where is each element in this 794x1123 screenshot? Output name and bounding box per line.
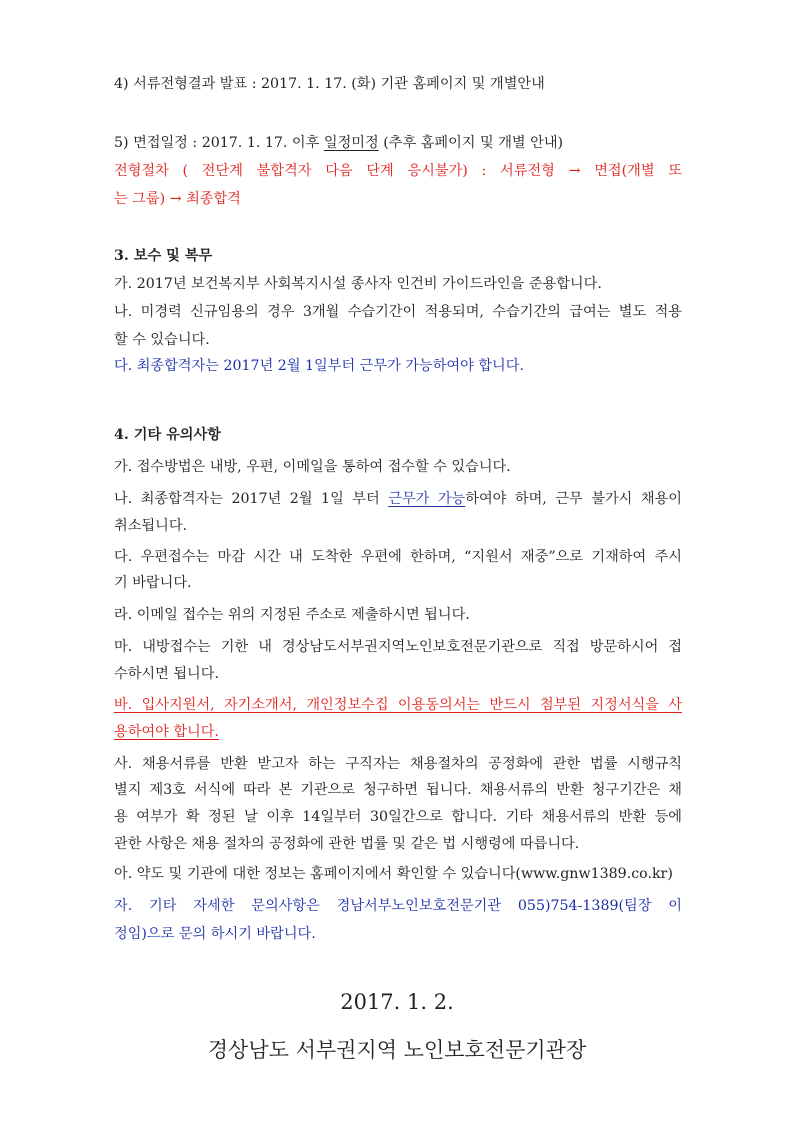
section-4-ja-line-1: 자. 기타 자세한 문의사항은 경남서부노인보호전문기관 055)754-1389(팀장 이 — [114, 898, 682, 914]
section-4-na-line-2: 취소됩니다. — [114, 518, 188, 534]
section-3-ga: 가. 2017년 보건복지부 사회복지시설 종사자 인건비 가이드라인을 준용합니다. — [114, 276, 602, 292]
section-4-na-prefix: 나. 최종합격자는 2017년 2월 1일 부터 — [114, 491, 389, 507]
process-line-1: 전형절차 ( 전단계 불합격자 다음 단계 응시불가) : 서류전형 → 면접(개별 또 — [114, 163, 682, 179]
section-4-sa-line-1: 사. 채용서류를 반환 받고자 하는 구직자는 채용절차의 공정화에 관한 법률 시행규칙 — [114, 756, 682, 772]
section-3-heading: 3. 보수 및 복무 — [114, 248, 213, 264]
document-date: 2017. 1. 2. — [340, 990, 454, 1014]
section-4-ba-line-1: 바. 입사지원서, 자기소개서, 개인정보수집 이용동의서는 반드시 첨부된 지정서식을 사 — [114, 697, 682, 713]
section-4-na-line-1 — [114, 485, 682, 513]
section-4-ra: 라. 이메일 접수는 위의 지정된 주소로 제출하시면 됩니다. — [114, 607, 470, 623]
work-availability-link[interactable]: 근무가 가능 — [388, 491, 466, 507]
section-4-sa-line-4: 관한 사항은 채용 절차의 공정화에 관한 법률 및 같은 법 시행령에 따릅니다. — [114, 836, 580, 852]
section-4-na-suffix: 하여야 하며, 근무 불가시 채용이 — [465, 491, 682, 507]
issuer-signature: 경상남도 서부권지역 노인보호전문기관장 — [207, 1038, 587, 1062]
section-3-na-line-2: 할 수 있습니다. — [114, 332, 210, 348]
item-5-undetermined: 일정미정 — [323, 135, 379, 151]
section-3-da: 다. 최종합격자는 2017년 2월 1일부터 근무가 가능하여야 합니다. — [114, 358, 524, 374]
section-4-sa-line-3: 용 여부가 확 정된 날 이후 14일부터 30일간으로 합니다. 기타 채용서류의 반환 등에 — [114, 809, 682, 825]
section-4-a-homepage: 아. 약도 및 기관에 대한 정보는 홈페이지에서 확인할 수 있습니다(www.gnw1389.co.kr) — [114, 866, 673, 882]
section-4-heading: 4. 기타 유의사항 — [114, 427, 221, 443]
section-3-na-line-1: 나. 미경력 신규임용의 경우 3개월 수습기간이 적용되며, 수습기간의 급여는 별도 적용 — [114, 304, 682, 320]
section-4-ma-line-2: 수하시면 됩니다. — [114, 666, 219, 682]
section-4-ga: 가. 접수방법은 내방, 우편, 이메일을 통하여 접수할 수 있습니다. — [114, 459, 511, 475]
item-4-announcement: 4) 서류전형결과 발표 : 2017. 1. 17. (화) 기관 홈페이지 및 개별안내 — [114, 76, 545, 92]
section-4-ja-line-2: 정임)으로 문의 하시기 바랍니다. — [114, 926, 316, 942]
item-5-prefix: 5) 면접일정 : 2017. 1. 17. 이후 — [114, 135, 324, 151]
section-4-ba-line-2: 용하여야 합니다. — [114, 724, 219, 740]
section-4-ma-line-1: 마. 내방접수는 기한 내 경상남도서부권지역노인보호전문기관으로 직접 방문하시어 접 — [114, 639, 682, 655]
item-5-interview-schedule — [114, 129, 682, 157]
section-4-sa-line-2: 별지 제3호 서식에 따라 본 기관으로 청구하면 됩니다. 채용서류의 반환 청구기간은 채 — [114, 782, 682, 798]
section-4-da-line-2: 기 바랍니다. — [114, 575, 192, 591]
process-line-2: 는 그룹) → 최종합격 — [114, 191, 241, 207]
section-4-da-line-1: 다. 우편접수는 마감 시간 내 도착한 우편에 한하며, “지원서 재중”으로 기재하여 주시 — [114, 549, 682, 565]
item-5-suffix: (추후 홈페이지 및 개별 안내) — [378, 135, 564, 151]
